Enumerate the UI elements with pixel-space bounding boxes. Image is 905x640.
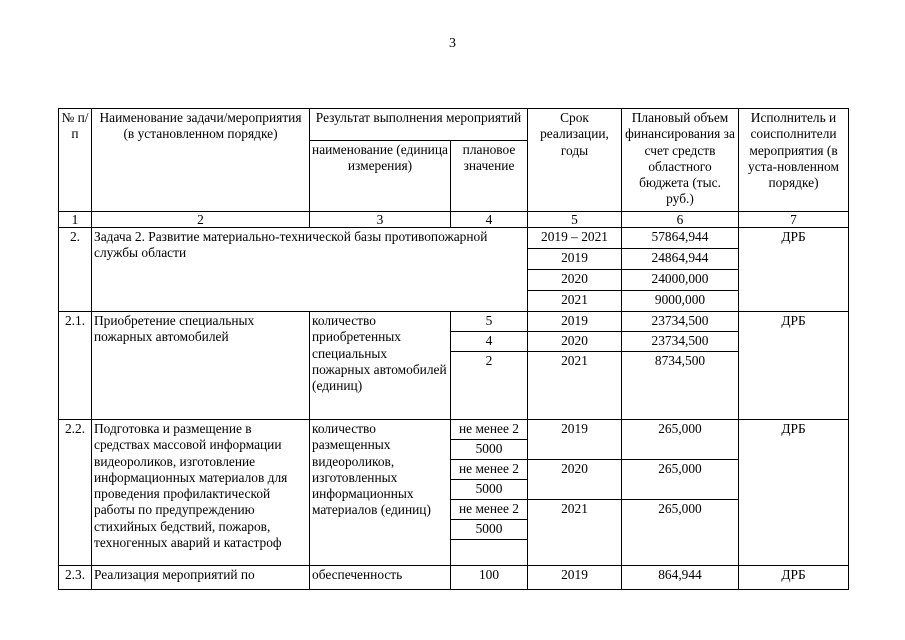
item21-period: 2019	[528, 312, 622, 332]
item22-value: 5000	[451, 480, 528, 500]
item22-period: 2021	[528, 500, 622, 566]
header-result: Результат выполнения мероприятий	[310, 109, 528, 141]
task2-amount: 57864,944	[622, 228, 739, 249]
item22-num: 2.2.	[59, 420, 92, 566]
task2-num: 2.	[59, 228, 92, 312]
column-number: 6	[622, 212, 739, 228]
column-numbers-row	[59, 212, 849, 228]
item22-name: Подготовка и размещение в средствах массовой информации видеороликов, изготовление информационных материалов для проведения профилактической работы по предупреждению стихийных бедствий, пожаров, техногенных аварий и катастроф	[92, 420, 310, 566]
header-finance: Плановый объем финансирования за счет средств областного бюджета (тыс. руб.)	[622, 109, 739, 212]
task2-period: 2021	[528, 291, 622, 312]
item23-period: 2019	[528, 566, 622, 590]
task2-period: 2019 – 2021	[528, 228, 622, 249]
item21-amount: 23734,500	[622, 332, 739, 352]
column-number: 7	[739, 212, 849, 228]
item23-result-name: обеспеченность	[310, 566, 451, 590]
task2-row	[59, 228, 849, 249]
column-number: 4	[451, 212, 528, 228]
header-task: Наименование задачи/мероприятия (в установленном порядке)	[92, 109, 310, 212]
item23-row	[59, 566, 849, 590]
task2-amount: 9000,000	[622, 291, 739, 312]
item21-value: 4	[451, 332, 528, 352]
item22-value: не менее 2	[451, 500, 528, 520]
item22-row	[59, 420, 849, 440]
item22-amount: 265,000	[622, 420, 739, 460]
item21-amount: 8734,500	[622, 352, 739, 420]
item22-executor: ДРБ	[739, 420, 849, 566]
column-number: 5	[528, 212, 622, 228]
item22-value: не менее 2	[451, 420, 528, 440]
item21-period: 2021	[528, 352, 622, 420]
column-number: 3	[310, 212, 451, 228]
task2-name: Задача 2. Развитие материально-технической базы противопожарной службы области	[92, 228, 528, 312]
item22-value-spacer	[451, 540, 528, 566]
task2-period: 2020	[528, 270, 622, 291]
page-number: 3	[449, 36, 456, 51]
item22-result-name: количество размещенных видеороликов, изготовленных информационных материалов (единиц)	[310, 420, 451, 566]
header-num: № п/п	[59, 109, 92, 212]
program-table	[58, 108, 849, 590]
item22-value: 5000	[451, 440, 528, 460]
item21-executor: ДРБ	[739, 312, 849, 420]
header-result-value: плановое значение	[451, 141, 528, 212]
item23-num: 2.3.	[59, 566, 92, 590]
task2-executor: ДРБ	[739, 228, 849, 312]
item22-amount: 265,000	[622, 460, 739, 500]
item21-num: 2.1.	[59, 312, 92, 420]
item22-period: 2019	[528, 420, 622, 460]
item22-amount: 265,000	[622, 500, 739, 566]
item22-period: 2020	[528, 460, 622, 500]
item21-amount: 23734,500	[622, 312, 739, 332]
item23-value: 100	[451, 566, 528, 590]
task2-amount: 24000,000	[622, 270, 739, 291]
header-period: Срок реализации, годы	[528, 109, 622, 212]
column-number: 2	[92, 212, 310, 228]
item21-value: 5	[451, 312, 528, 332]
item22-value: 5000	[451, 520, 528, 540]
header-executor: Исполнитель и соисполнители мероприятия (в уста-новленном порядке)	[739, 109, 849, 212]
task2-period: 2019	[528, 249, 622, 270]
item21-value: 2	[451, 352, 528, 420]
item23-executor: ДРБ	[739, 566, 849, 590]
column-number: 1	[59, 212, 92, 228]
item23-name: Реализация мероприятий по	[92, 566, 310, 590]
item21-row	[59, 312, 849, 332]
task2-amount: 24864,944	[622, 249, 739, 270]
header-row	[59, 109, 849, 141]
item21-period: 2020	[528, 332, 622, 352]
item21-name: Приобретение специальных пожарных автомобилей	[92, 312, 310, 420]
item21-result-name: количество приобретенных специальных пожарных автомобилей (единиц)	[310, 312, 451, 420]
header-result-name: наименование (единица измерения)	[310, 141, 451, 212]
item22-value: не менее 2	[451, 460, 528, 480]
item23-amount: 864,944	[622, 566, 739, 590]
